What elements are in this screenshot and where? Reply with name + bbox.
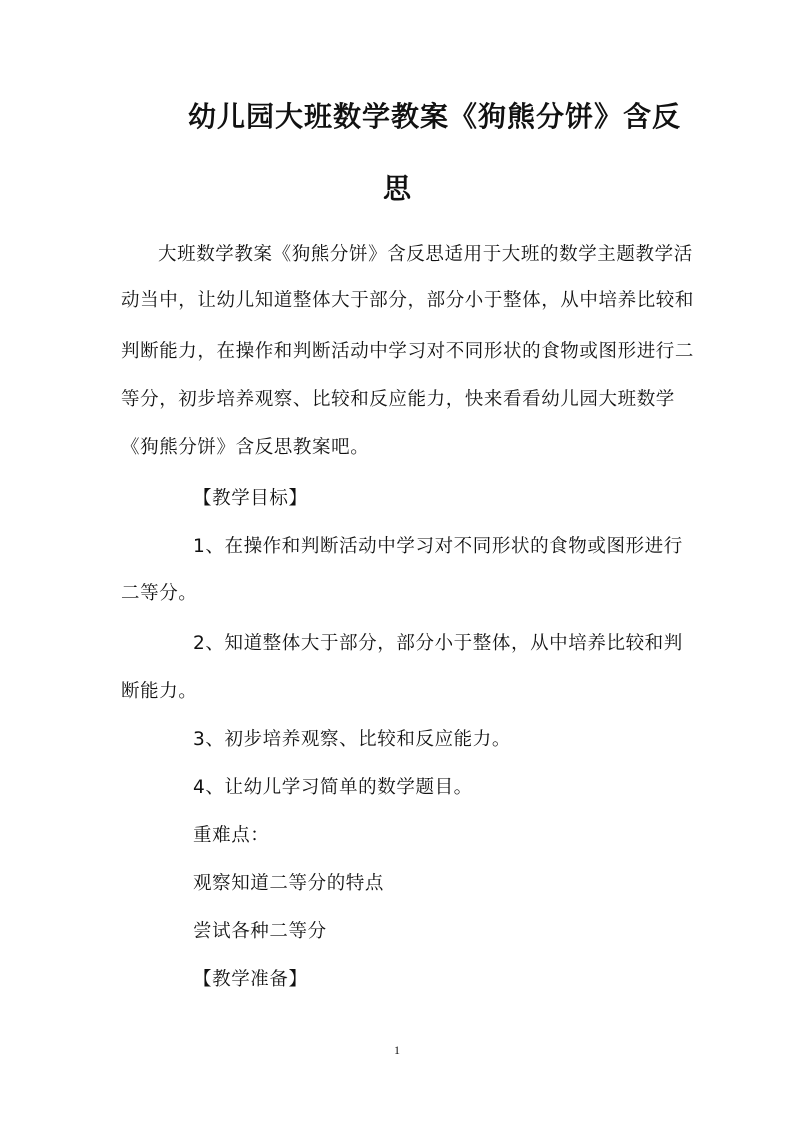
intro-line-3: 判断能力，在操作和判断活动中学习对不同形状的食物或图形进行二 <box>121 341 695 362</box>
document-title-line-1: 幼儿园大班数学教案《狗熊分饼》含反 <box>188 100 682 133</box>
intro-line-2: 动当中，让幼儿知道整体大于部分，部分小于整体，从中培养比较和 <box>121 290 695 311</box>
section-heading-preparation: 【教学准备】 <box>193 969 308 990</box>
key-point-2: 尝试各种二等分 <box>193 921 327 942</box>
key-points-label: 重难点： <box>193 825 270 846</box>
document-title-line-2: 思 <box>383 172 413 205</box>
intro-line-1: 大班数学教案《狗熊分饼》含反思适用于大班的数学主题教学活 <box>158 244 693 265</box>
goal-3: 3、初步培养观察、比较和反应能力。 <box>193 729 511 750</box>
section-heading-goals: 【教学目标】 <box>193 488 308 509</box>
goal-4: 4、让幼儿学习简单的数学题目。 <box>193 777 473 798</box>
intro-line-4: 等分，初步培养观察、比较和反应能力，快来看看幼儿园大班数学 <box>121 389 675 410</box>
goal-2-line-2: 断能力。 <box>121 681 198 702</box>
goal-1-line-2: 二等分。 <box>121 583 198 604</box>
page-number: 1 <box>394 1043 400 1057</box>
key-point-1: 观察知道二等分的特点 <box>193 873 385 894</box>
goal-2-line-1: 2、知道整体大于部分，部分小于整体，从中培养比较和判 <box>193 633 683 654</box>
intro-line-5: 《狗熊分饼》含反思教案吧。 <box>121 437 370 458</box>
goal-1-line-1: 1、在操作和判断活动中学习对不同形状的食物或图形进行 <box>193 536 683 557</box>
